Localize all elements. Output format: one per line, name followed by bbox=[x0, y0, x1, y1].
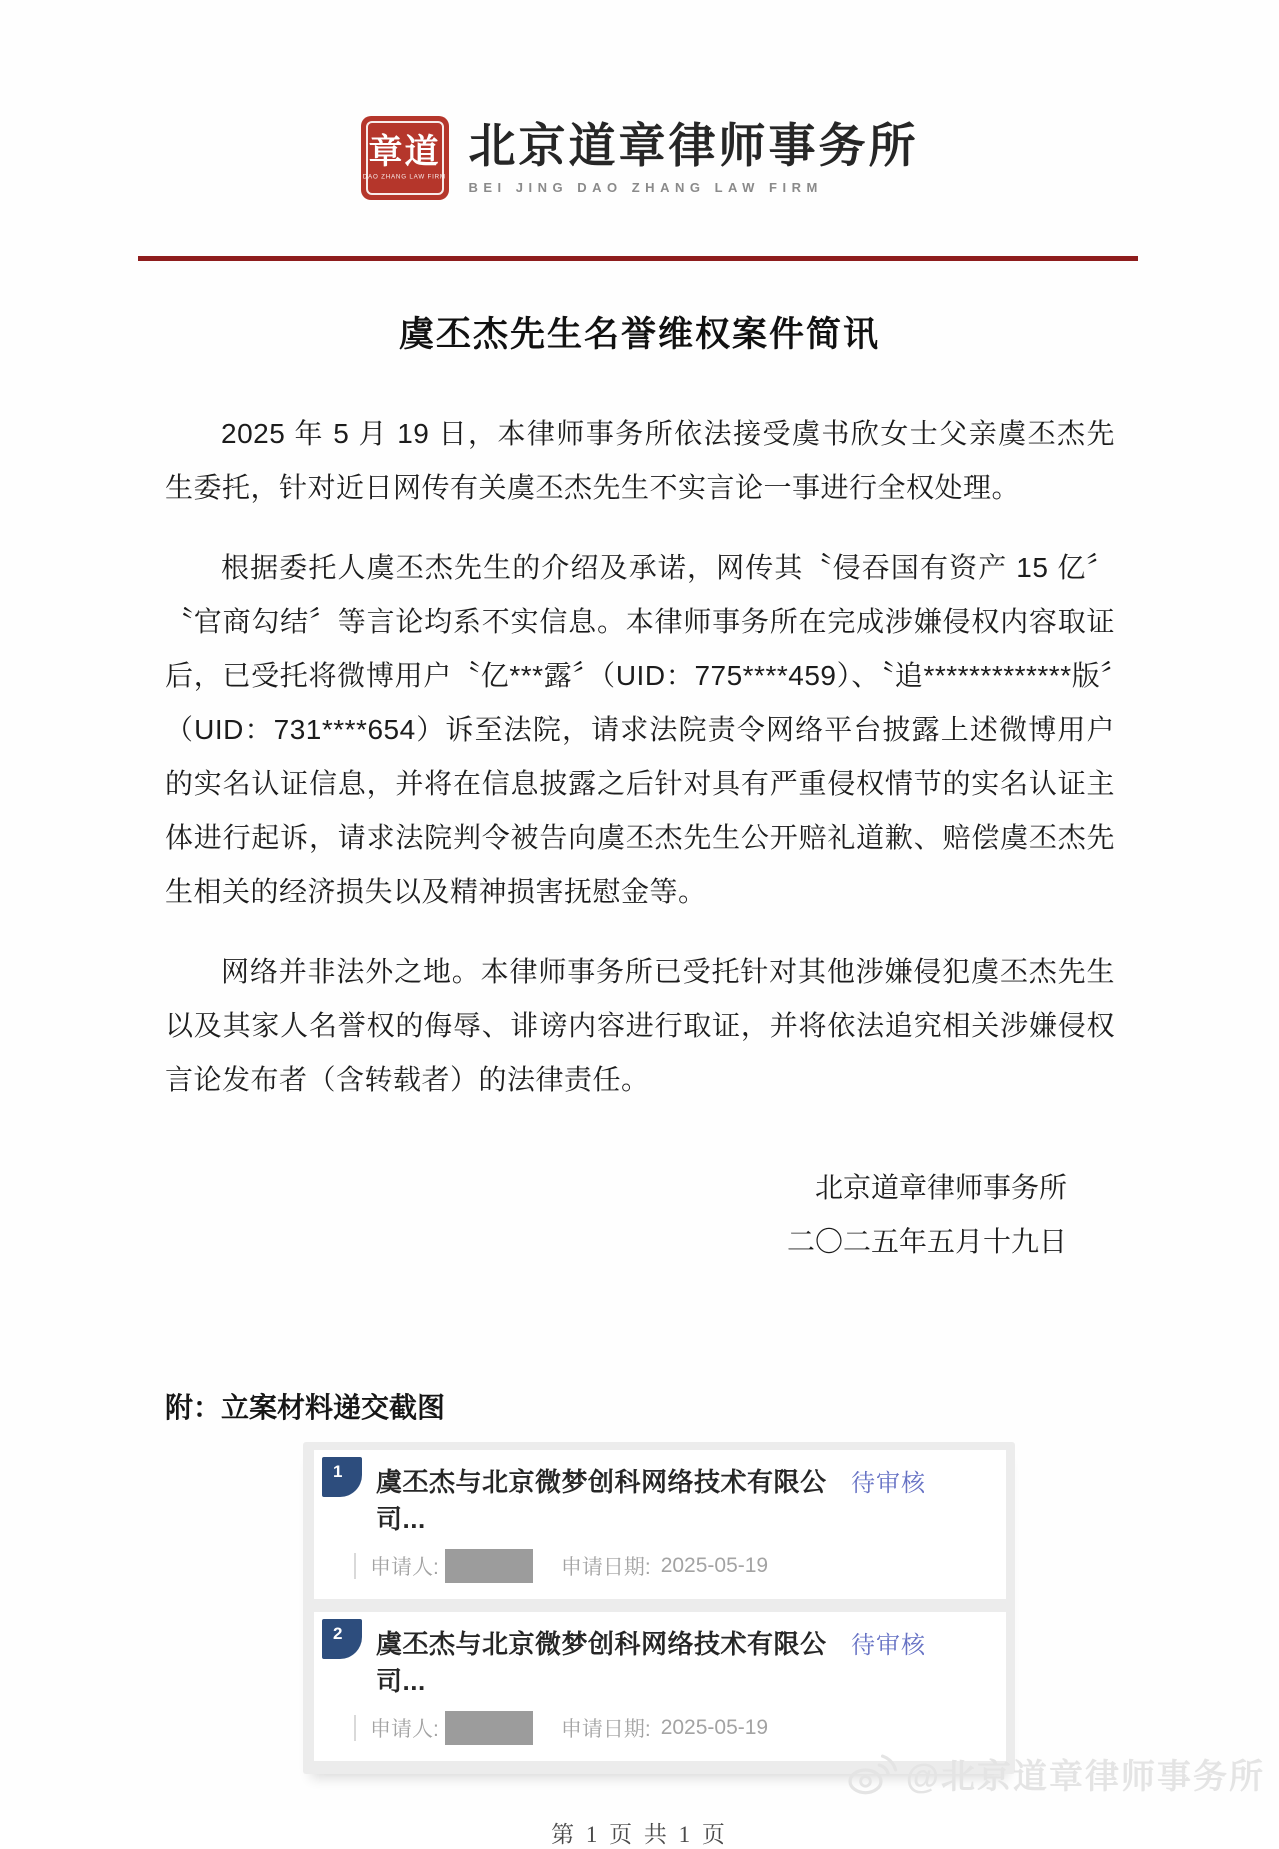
paragraph-3: 网络并非法外之地。本律师事务所已受托针对其他涉嫌侵犯虞丕杰先生以及其家人名誉权的侮辱、诽谤内容进行取证，并将依法追究相关涉嫌侵权言论发布者（含转载者）的法律责任。 bbox=[165, 956, 1115, 1096]
attachment-label: 附：立案材料递交截图 bbox=[165, 1391, 446, 1423]
case-head bbox=[376, 1462, 988, 1536]
letterhead bbox=[0, 0, 1279, 200]
date-label: 申请日期: bbox=[560, 1555, 651, 1579]
signature-block bbox=[0, 1161, 1279, 1267]
case-row-2 bbox=[314, 1612, 1006, 1761]
redacted-applicant-name bbox=[445, 1711, 533, 1745]
firm-wordmark bbox=[469, 121, 919, 195]
weibo-watermark bbox=[846, 1749, 1265, 1798]
weibo-icon bbox=[846, 1752, 898, 1796]
letterhead-divider-rule bbox=[138, 256, 1138, 261]
page-number-footer: 第 1 页 共 1 页 bbox=[551, 1821, 728, 1847]
signature-firm-name: 北京道章律师事务所 bbox=[814, 1172, 1067, 1204]
date-label: 申请日期: bbox=[560, 1717, 651, 1741]
case-title: 虞丕杰与北京微梦创科网络技术有限公司... bbox=[376, 1628, 827, 1696]
firm-name-english: BEI JING DAO ZHANG LAW FIRM bbox=[468, 179, 823, 195]
case-row-1 bbox=[314, 1450, 1006, 1599]
applicant-label: 申请人: bbox=[370, 1717, 439, 1741]
case-head bbox=[376, 1624, 988, 1698]
firm-seal-logo bbox=[361, 116, 449, 200]
case-meta bbox=[354, 1549, 988, 1583]
case-meta bbox=[354, 1711, 988, 1745]
date-value: 2025-05-19 bbox=[660, 1715, 769, 1739]
meta-divider bbox=[354, 1715, 356, 1741]
applicant-label: 申请人: bbox=[370, 1555, 439, 1579]
date-value: 2025-05-19 bbox=[660, 1553, 769, 1577]
firm-name-chinese: 北京道章律师事务所 bbox=[468, 119, 919, 175]
status-badge: 待审核 bbox=[851, 1631, 926, 1659]
status-badge: 待审核 bbox=[851, 1469, 926, 1497]
meta-divider bbox=[354, 1553, 356, 1579]
case-title: 虞丕杰与北京微梦创科网络技术有限公司... bbox=[376, 1466, 827, 1534]
document-body bbox=[0, 357, 1279, 1107]
document-title: 虞丕杰先生名誉维权案件简讯 bbox=[398, 315, 880, 354]
redacted-applicant-name bbox=[445, 1549, 533, 1583]
paragraph-2: 根据委托人虞丕杰先生的介绍及承诺，网传其〝侵吞国有资产 15 亿〞〝官商勾结〞等言论均系不实信息。本律师事务所在完成涉嫌侵权内容取证后，已受托将微博用户〝亿***露〞（UID：775****459）、〝追*************版〞（UID：731****654）诉至法院，请求法院责令网络平台披露上述微博用户的实名认证信息，并将在信息披露之后针对具有严重侵权情节的实名认证主体进行起诉，请求法院判令被告向虞丕杰先生公开赔礼道歉、赔偿虞丕杰先生相关的经济损失以及精神损害抚慰金等。 bbox=[165, 552, 1115, 908]
seal-characters: 章道 bbox=[368, 131, 441, 172]
paragraph-1: 2025 年 5 月 19 日，本律师事务所依法接受虞书欣女士父亲虞丕杰先生委托，针对近日网传有关虞丕杰先生不实言论一事进行全权处理。 bbox=[165, 418, 1115, 504]
filing-screenshot-panel bbox=[303, 1442, 1015, 1774]
seal-caption: DAO ZHANG LAW FIRM bbox=[362, 172, 447, 180]
watermark-text: @北京道章律师事务所 bbox=[905, 1758, 1265, 1796]
signature-date: 二〇二五年五月十九日 bbox=[786, 1225, 1067, 1257]
case-index-badge: 2 bbox=[322, 1619, 362, 1659]
firm-seal-inner bbox=[362, 121, 447, 195]
case-index-badge: 1 bbox=[322, 1457, 362, 1497]
